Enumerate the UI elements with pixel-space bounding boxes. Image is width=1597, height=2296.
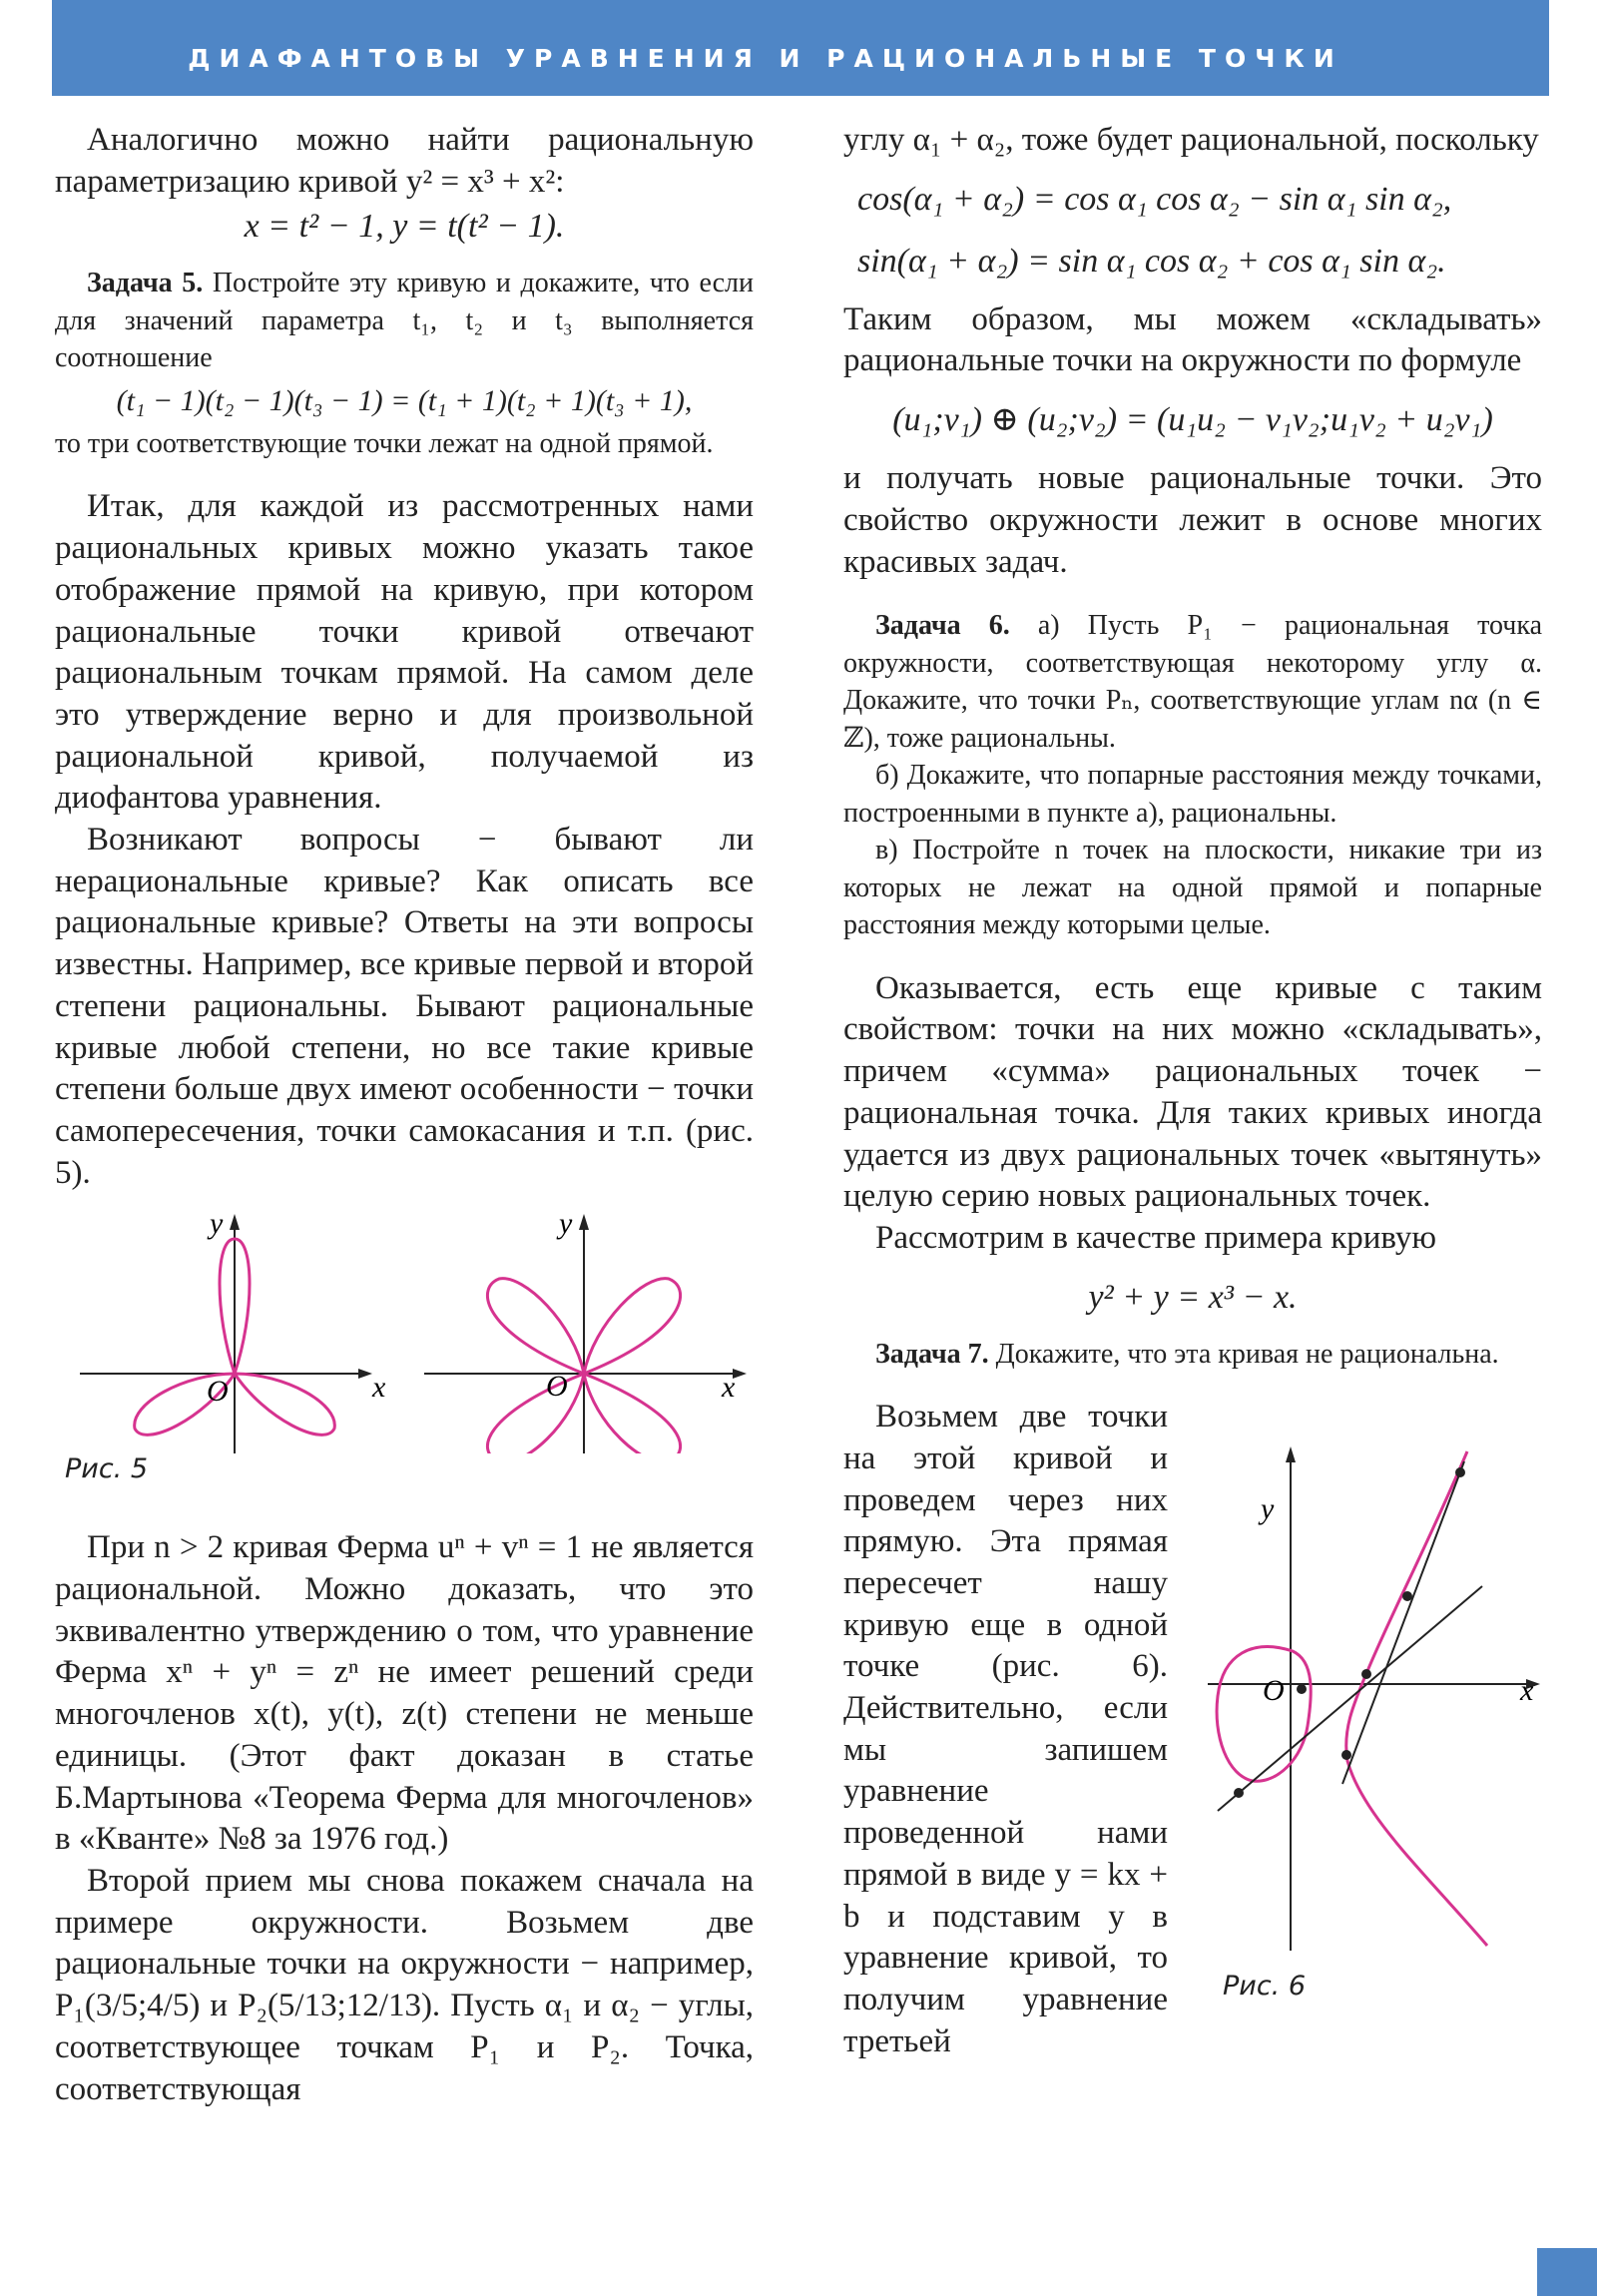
corner-block (1537, 2248, 1597, 2296)
task-5-end: то три соответствующие точки лежат на одной прямой. (55, 427, 714, 459)
task-7-label: Задача 7. (875, 1338, 989, 1370)
x-label-left: x (372, 1371, 386, 1405)
paragraph-example-curve: Рассмотрим в качестве примера кривую (875, 1219, 1437, 1256)
task-5-text: Постройте эту кривую и докажите, что если для значений параметра t₁, t₂ и t₃ выполняется соотношение (55, 268, 754, 374)
y-arrow-right (579, 1214, 589, 1230)
paragraph-rational-curves: Итак, для каждой из рассмотренных нами рациональных кривых можно указать такое отображение прямой на кривую, при котором рациональные точки кривой отвечают рациональным точкам прямой. На самом деле это утверждение верно и для произвольной рациональной кривой, получаемой из диофантова уравнения. (55, 488, 754, 817)
origin-label: O (1263, 1674, 1285, 1708)
formula-cos-sum: cos(α₁ + α₂) = cos α₁ cos α₂ − sin α₁ sin α₂, (857, 180, 1452, 218)
point-c (1361, 1669, 1371, 1679)
formula-task-5: (t₁ − 1)(t₂ − 1)(t₃ − 1) = (t₁ + 1)(t₂ + 1)(t₃ + 1), (116, 383, 693, 417)
petal-ne (584, 1279, 681, 1374)
paragraph-questions: Возникают вопросы − бывают ли нерациональные кривые? Как описать все рациональные кривые? Ответы на эти вопросы известны. Например, все кривые первой и второй степени рациональны. Бывают рациональные кривые любой степени, но все такие кривые степени больше двух имеют особенности − точки самопересечения, точки самокасания и т.п. (рис. 5). (55, 822, 754, 1191)
task-6-part-c: в) Постройте n точек на плоскости, никакие три из которых не лежат на одной прямой и попарные расстояния между которыми целые. (843, 835, 1542, 941)
y-arrow (1286, 1446, 1296, 1462)
y-label-left: y (210, 1207, 224, 1241)
paragraph-other-curves: Оказывается, есть еще кривые с таким свойством: точки на них можно «складывать», причем «сумма» рациональных точек − рациональная точка. Для таких кривых иногда удается из двух рациональных точек «вытянуть» целую серию новых рациональных точек. (843, 969, 1542, 1215)
origin-label-right: O (546, 1370, 568, 1404)
petal-se (584, 1374, 681, 1453)
origin-label-left: O (207, 1375, 229, 1409)
task-6 (843, 607, 1542, 757)
right-column (843, 120, 1542, 2059)
task-6-part-b: б) Докажите, что попарные расстояния между точками, построенными в пункте а), рациональны. (843, 760, 1542, 829)
point-b (1297, 1684, 1307, 1694)
task-7 (843, 1336, 1542, 1374)
point-f (1455, 1467, 1465, 1477)
formula-point-addition: (u₁;v₁) ⊕ (u₂;v₂) = (u₁u₂ − v₁v₂;u₁v₂ + u₂v₁) (892, 401, 1493, 439)
petal-nw (487, 1279, 584, 1374)
figure-6 (1203, 1407, 1542, 2006)
task-6-part-a: а) Пусть P₁ − рациональная точка окружности, соответствующая некоторому углу α. Докажите, что точки Pₙ, соответствующие углам nα (n ∈ ℤ), тоже рациональны. (843, 610, 1542, 754)
paragraph-second-method: Второй прием мы снова покажем сначала на примере окружности. Возьмем две рациональные точки на окружности − например, P₁(3/5;4/5) и P₂(5/13;12/13). Пусть α₁ и α₂ − углы, соответствующее точкам P₁ и P₂. Точка, соответствующая (55, 1862, 754, 2107)
task-5 (55, 265, 754, 377)
figure-5-graphs (55, 1204, 754, 1453)
quatrefoil-graph (424, 1207, 747, 1453)
figure-6-graph (1203, 1407, 1542, 1966)
secant-line-1 (1218, 1586, 1482, 1811)
curve-oval (1217, 1647, 1311, 1782)
running-title: ДИАФАНТОВЫ УРАВНЕНИЯ И РАЦИОНАЛЬНЫЕ ТОЧКИ (188, 44, 1343, 73)
task-5-label: Задача 5. (87, 268, 204, 299)
header-bar (52, 0, 1596, 96)
left-column (55, 120, 754, 2110)
task-6-label: Задача 6. (875, 610, 1010, 642)
paragraph-parametrization: Аналогично можно найти рациональную параметризацию кривой y² = x³ + x²: (55, 122, 754, 200)
task-7-text: Докажите, что эта кривая не рациональна. (988, 1338, 1499, 1370)
secant-line-2 (1342, 1461, 1464, 1784)
curve-branch (1346, 1451, 1487, 1946)
page-number: 15 (1545, 42, 1596, 88)
formula-parametrization: x = t² − 1, y = t(t² − 1). (244, 208, 565, 246)
figure-6-wrap-text (843, 1397, 1168, 2062)
y-label-right: y (559, 1207, 573, 1241)
paragraph-fermat: При n > 2 кривая Ферма uⁿ + vⁿ = 1 не является рациональной. Можно доказать, что это эквивалентно утверждению о том, что уравнение Ферма xⁿ + yⁿ = zⁿ не имеет решений среди многочленов x(t), y(t), z(t) степени не меньше единицы. (Этот факт доказан в статье Б.Мартынова «Теорема Ферма для многочленов» в «Кванте» №8 за 1976 год.) (55, 1529, 754, 1858)
point-d (1341, 1750, 1351, 1760)
trefoil-graph (80, 1207, 386, 1453)
paragraph-new-points: и получать новые рациональные точки. Это свойство окружности лежит в основе многих красивых задач. (843, 460, 1542, 580)
y-label: y (1261, 1492, 1275, 1526)
figure-5-caption: Рис. 5 (65, 1453, 149, 1485)
paragraph-line-through-points: Возьмем две точки на этой кривой и проведем через них прямую. Эта прямая пересечет нашу кривую еще в одной точке (рис. 6). Действительно, если мы запишем уравнение проведенной нами прямой в виде y = kx + b и подставим y в уравнение кривой, то получим уравнение третьей (843, 1399, 1168, 2059)
formula-sin-sum: sin(α₁ + α₂) = sin α₁ cos α₂ + cos α₁ sin α₂. (857, 242, 1446, 280)
formula-elliptic-curve: y² + y = x³ − x. (1088, 1278, 1298, 1316)
figure-6-block (843, 1397, 1542, 2059)
point-a (1234, 1788, 1244, 1798)
x-label-right: x (722, 1371, 736, 1405)
paragraph-angle-sum: углу α₁ + α₂, тоже будет рациональной, поскольку (843, 122, 1539, 158)
figure-5 (55, 1204, 754, 1503)
paragraph-adding-points: Таким образом, мы можем «складывать» рациональные точки на окружности по формуле (843, 300, 1542, 379)
petal-sw (487, 1374, 584, 1453)
y-arrow-left (230, 1214, 240, 1230)
figure-6-caption: Рис. 6 (1223, 1971, 1307, 2003)
x-label: x (1520, 1674, 1534, 1708)
point-e (1402, 1591, 1412, 1601)
x-arrow-left (358, 1369, 372, 1379)
leaf-right (235, 1374, 334, 1435)
